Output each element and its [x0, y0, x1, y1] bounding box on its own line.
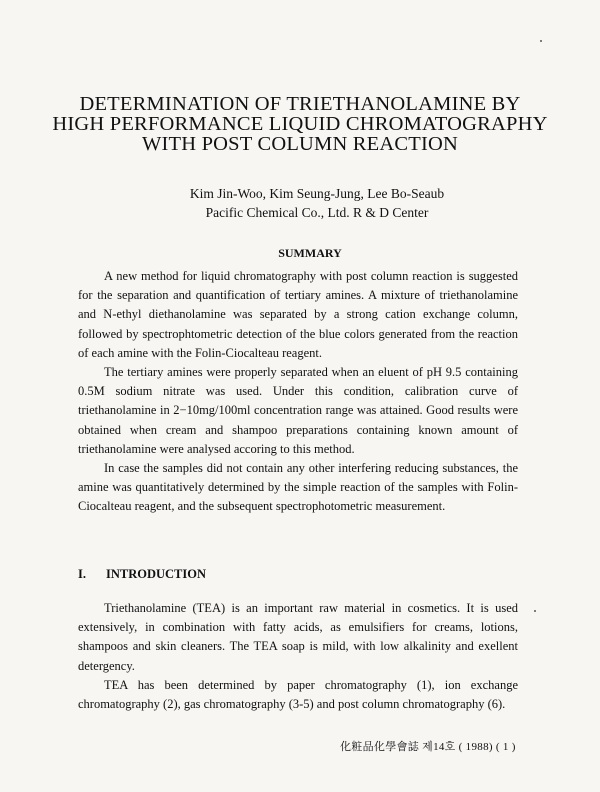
section-title: INTRODUCTION — [106, 567, 207, 581]
introduction-paragraph: Triethanolamine (TEA) is an important raw material in cosmetics. It is used extensively, in combination with fatty acids, as emulsifiers for creams, lotions, shampoos and skin cleaners. The TEA soap is mild, with low alkalinity and exellent detergency. — [78, 601, 518, 673]
paper-title — [20, 94, 580, 154]
title-line: WITH POST COLUMN REACTION — [141, 133, 459, 155]
journal-footer: 化粧品化學會誌 제14호 ( 1988) ( 1 ) — [340, 741, 516, 753]
title-line: HIGH PERFORMANCE LIQUID CHROMATOGRAPHY — [52, 113, 548, 135]
author-block — [0, 184, 600, 222]
introduction-body — [78, 599, 518, 714]
scan-speck — [540, 40, 542, 42]
introduction-paragraph: TEA has been determined by paper chromatography (1), ion exchange chromatography (2), gas chromatography (3-5) and post column chromatography (6). — [78, 677, 518, 712]
summary-heading: SUMMARY — [278, 246, 342, 260]
summary-paragraph: The tertiary amines were properly separated when an eluent of pH 9.5 containing 0.5M sodium nitrate was used. Under this condition, calibration curve of triethanolamine in 2−10mg/100ml concentration range was attained. Good results were obtained when cream and shampoo preparations containing known amount of triethanolamine were analysed accoring to this method. — [78, 365, 518, 456]
section-number: I. — [78, 567, 86, 581]
summary-body — [78, 267, 518, 517]
author-names: Kim Jin-Woo, Kim Seung-Jung, Lee Bo-Seaub — [189, 186, 445, 201]
summary-paragraph: In case the samples did not contain any other interfering reducing substances, the amine was quantitatively determined by the simple reaction of the samples with Folin-Ciocalteau reagent, and the subsequent spectrophotometric measurement. — [78, 461, 518, 514]
summary-paragraph: A new method for liquid chromatography with post column reaction is suggested for the separation and quantification of tertiary amines. A mixture of triethanolamine and N-ethyl diethanolamine was separated by a strong cation exchange column, followed by spectrophtometric detection of the blue colors generated from the reaction of each amine with the Folin-Ciocalteau reagent. — [78, 269, 518, 360]
introduction-heading — [78, 567, 206, 582]
author-affiliation: Pacific Chemical Co., Ltd. R & D Center — [205, 205, 429, 220]
title-line: DETERMINATION OF TRIETHANOLAMINE BY — [79, 93, 521, 115]
scan-speck — [534, 610, 536, 612]
